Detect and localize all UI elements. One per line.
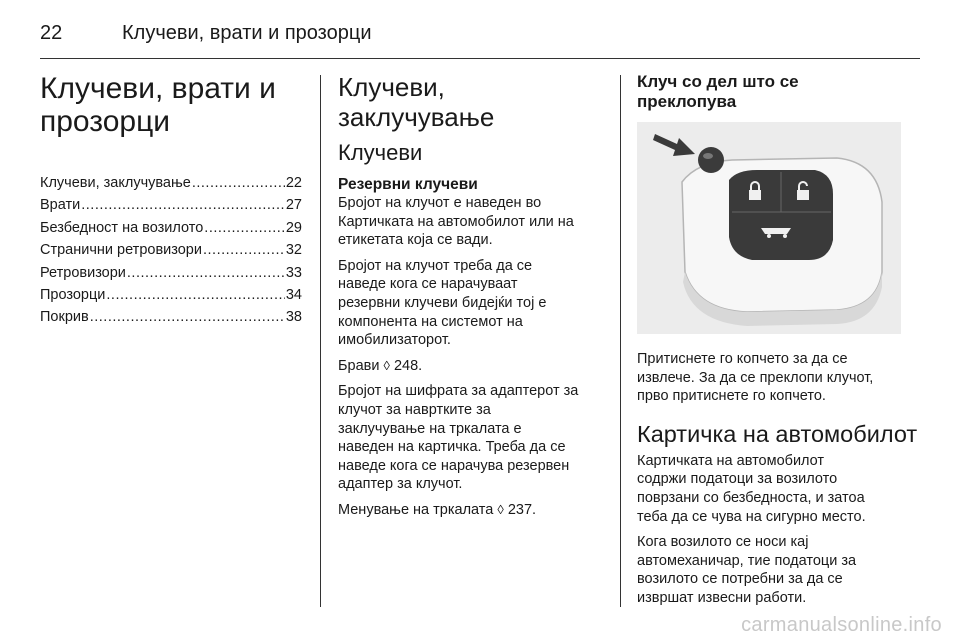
toc-leader [192, 172, 285, 194]
chapter-column [40, 72, 302, 329]
section-title: Картичка на автомобилот [637, 420, 918, 447]
toc-page: 22 [285, 175, 302, 191]
toc-page: 38 [285, 309, 302, 326]
reference-arrow-icon: ◊ [497, 501, 504, 517]
toc-page: 27 [285, 197, 302, 214]
table-of-contents [40, 172, 302, 329]
toc-item[interactable] [40, 239, 302, 261]
figure-caption: Притиснете го копчето за да се извлече. За да се преклопи клучот, прво притиснете го копчето. [637, 351, 874, 405]
toc-item[interactable] [40, 194, 302, 216]
toc-leader [90, 306, 285, 328]
toc-page: 34 [285, 287, 302, 304]
toc-item[interactable] [40, 217, 302, 239]
cross-reference: Менување на тркалата ◊ 237. [338, 501, 537, 518]
paragraph: Кога возилото се носи кај автомеханичар, тие податоци за возилото се потребни за да се извршат извесни работи. [637, 534, 857, 606]
page-reference-link[interactable]: 248. [393, 357, 423, 374]
toc-label: Клучеви, заклучување [40, 175, 191, 191]
toc-page: 29 [285, 219, 302, 236]
cross-reference: Брави ◊ 248. [338, 357, 423, 374]
chapter-title-line1: Клучеви, врати и [40, 72, 276, 105]
folding-key-icon [637, 122, 901, 334]
page-number: 22 [40, 22, 63, 44]
reference-arrow-icon: ◊ [383, 357, 390, 373]
toc-leader [127, 262, 285, 284]
toc-page: 33 [285, 264, 302, 281]
column-divider-2 [620, 75, 621, 607]
toc-leader [81, 194, 285, 216]
page-reference-link[interactable]: 237. [507, 501, 537, 518]
toc-page: 32 [285, 242, 302, 259]
toc-item[interactable] [40, 306, 302, 328]
subsubsection-title: Резервни клучеви [338, 176, 478, 193]
toc-leader [203, 239, 285, 261]
page-header [40, 14, 920, 54]
running-title: Клучеви, врати и прозорци [122, 22, 372, 44]
chapter-title [40, 72, 302, 138]
toc-label: Странични ретровизори [40, 242, 202, 259]
column-divider-1 [320, 75, 321, 607]
toc-label: Прозорци [40, 287, 106, 304]
toc-item[interactable] [40, 284, 302, 306]
toc-label: Врати [40, 197, 81, 214]
subsection-title: Клучеви [338, 140, 423, 165]
paragraph: Картичката на автомобилот содржи податоци за возилото поврзани со безбедноста, и затоа теба да се чува на сигурно место. [637, 452, 866, 525]
toc-leader [106, 284, 284, 306]
paragraph: Бројот на клучот е наведен во Картичката на автомобилот или на етикетата која се вади. [338, 195, 574, 249]
figure-title: Клуч со дел што се преклопува [637, 72, 799, 111]
header-rule [40, 58, 920, 59]
toc-item[interactable] [40, 172, 302, 194]
toc-label: Ретровизори [40, 264, 126, 281]
chapter-title-line2: прозорци [40, 105, 171, 138]
paragraph: Бројот на шифрата за адаптерот за клучот за навртките за заклучување на тркалата е наведен на картичка. Треба да се наведе кога се нарачува резервен адаптер за клучот. [338, 383, 579, 493]
toc-label: Покрив [40, 309, 89, 326]
section-title: Клучеви, заклучување [338, 72, 495, 132]
right-column [637, 72, 918, 615]
folding-key-figure [637, 122, 901, 334]
toc-leader [204, 217, 285, 239]
paragraph: Бројот на клучот треба да се наведе кога се нарачуваат резервни клучеви бидејќи тој е компонента на системот на имобилизаторот. [338, 257, 547, 349]
middle-column [338, 72, 604, 527]
toc-label: Безбедност на возилото [40, 219, 204, 236]
watermark: carmanualsonline.info [741, 614, 942, 636]
toc-item[interactable] [40, 262, 302, 284]
